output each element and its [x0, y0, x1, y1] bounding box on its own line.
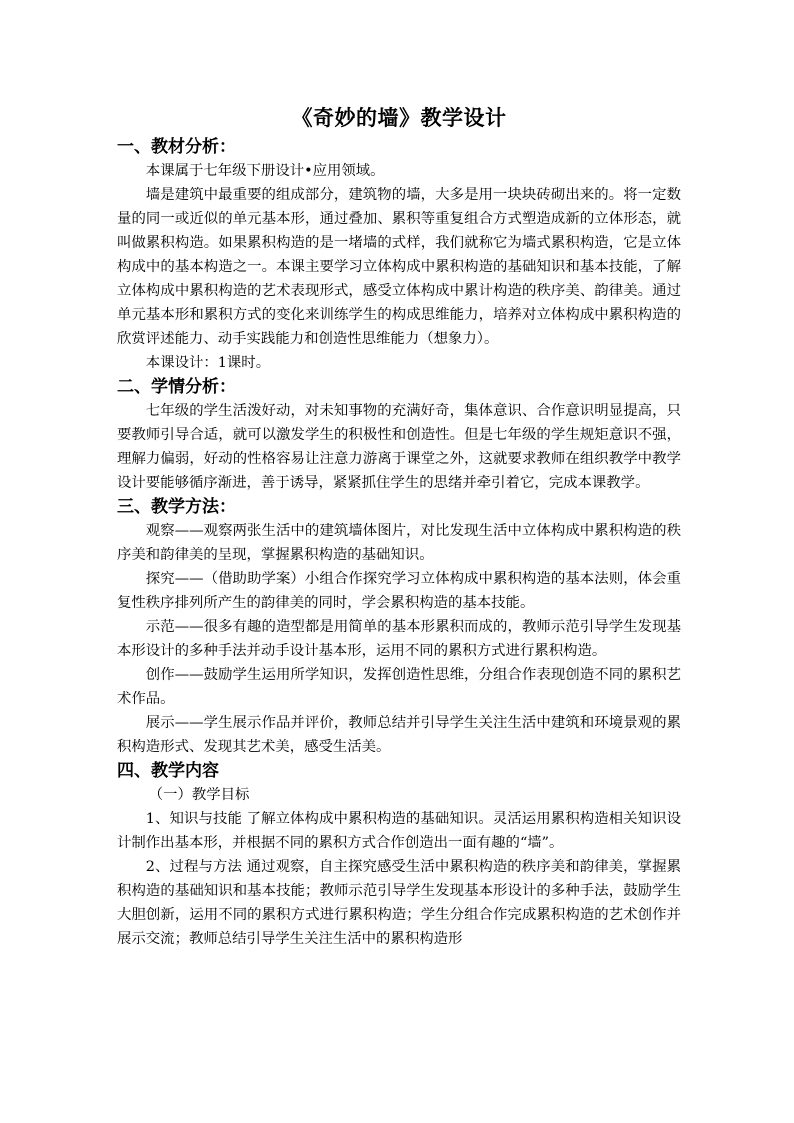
section-student-analysis — [117, 375, 681, 495]
paragraph: 观察——观察两张生活中的建筑墙体图片，对比发现生活中立体构成中累积构造的秩序美和韵律美的呈现，掌握累积构造的基础知识。 — [117, 523, 681, 563]
subsection-heading: （一）教学目标 — [148, 787, 250, 803]
document-page — [117, 103, 681, 951]
section-heading: 三、教学方法： — [117, 497, 236, 517]
document-title: 《奇妙的墙》教学设计 — [291, 105, 507, 130]
paragraph: 创作——鼓励学生运用所学知识，发挥创造性思维，分组合作表现创造不同的累积艺术作品。 — [117, 667, 681, 707]
section-heading: 二、学情分析： — [117, 377, 236, 397]
section-textbook-analysis — [117, 135, 681, 375]
section-teaching-content — [117, 759, 681, 951]
paragraph: 本课属于七年级下册设计•应用领域。 — [145, 163, 385, 179]
paragraph: 示范——很多有趣的造型都是用简单的基本形累积而成的，教师示范引导学生发现基本形设计的多种手法并动手设计基本形，运用不同的累积方式进行累积构造。 — [117, 619, 681, 659]
section-heading: 一、教材分析： — [117, 137, 236, 157]
paragraph: 本课设计：1课时。 — [145, 355, 271, 371]
paragraph: 展示——学生展示作品并评价，教师总结并引导学生关注生活中建筑和环境景观的累积构造形式、发现其艺术美，感受生活美。 — [117, 715, 681, 755]
paragraph: 七年级的学生活泼好动，对未知事物的充满好奇，集体意识、合作意识明显提高，只要教师引导合适，就可以激发学生的积极性和创造性。但是七年级的学生规矩意识不强，理解力偏弱，好动的性格容易让注意力游离于课堂之外，这就要求教师在组织教学中教学设计要能够循序渐进，善于诱导，紧紧抓住学生的思绪并牵引着它，完成本课教学。 — [117, 403, 681, 491]
paragraph: 1、知识与技能 了解立体构成中累积构造的基础知识。灵活运用累积构造相关知识设计制作出基本形，并根据不同的累积方式合作创造出一面有趣的“墙”。 — [117, 811, 681, 851]
section-teaching-methods — [117, 495, 681, 759]
section-heading: 四、教学内容 — [117, 761, 219, 781]
paragraph: 探究——（借助助学案）小组合作探究学习立体构成中累积构造的基本法则，体会重复性秩序排列所产生的韵律美的同时，学会累积构造的基本技能。 — [117, 571, 681, 611]
paragraph: 墙是建筑中最重要的组成部分，建筑物的墙，大多是用一块块砖砌出来的。将一定数量的同一或近似的单元基本形，通过叠加、累积等重复组合方式塑造成新的立体形态，就叫做累积构造。如果累积构造的是一堵墙的式样，我们就称它为墙式累积构造，它是立体构成中的基本构造之一。本课主要学习立体构成中累积构造的基础知识和基本技能，了解立体构成中累积构造的艺术表现形式，感受立体构成中累计构造的秩序美、韵律美。通过单元基本形和累积方式的变化来训练学生的构成思维能力，培养对立体构成中累积构造的欣赏评述能力、动手实践能力和创造性思维能力（想象力）。 — [117, 187, 681, 347]
paragraph: 2、过程与方法 通过观察，自主探究感受生活中累积构造的秩序美和韵律美，掌握累积构造的基础知识和基本技能；教师示范引导学生发现基本形设计的多种手法，鼓励学生大胆创新，运用不同的累积方式进行累积构造；学生分组合作完成累积构造的艺术创作并展示交流；教师总结引导学生关注生活中的累积构造形 — [117, 859, 681, 947]
